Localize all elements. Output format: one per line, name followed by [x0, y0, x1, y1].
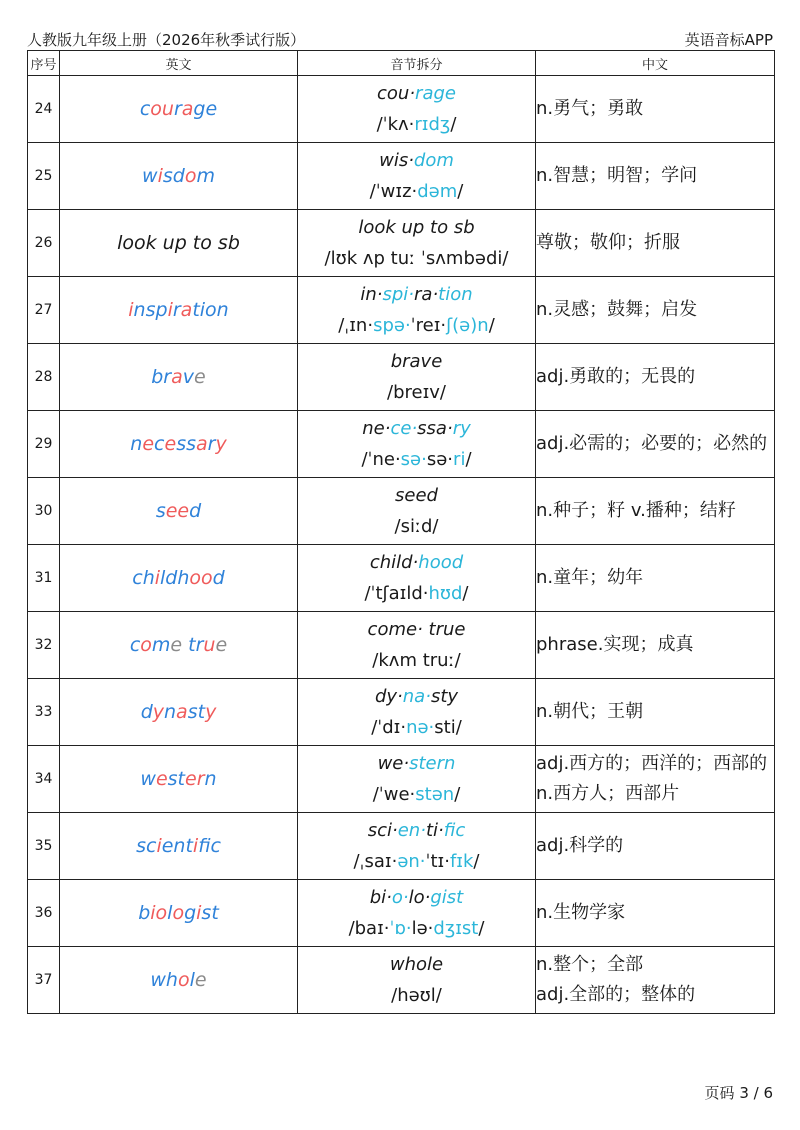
- english-word: [60, 612, 298, 679]
- word-segment: e: [155, 768, 168, 790]
- phonetic-segment: /: [450, 114, 457, 135]
- word-segment: b: [138, 902, 151, 924]
- phonetic-segment: sti/: [434, 717, 462, 738]
- syllable-segment: dom: [413, 150, 454, 171]
- word-segment: o: [172, 902, 185, 924]
- english-word: [60, 143, 298, 210]
- syllable-split: [298, 277, 536, 344]
- syllables: [298, 614, 535, 645]
- phonetic-segment: fɪk: [449, 851, 474, 872]
- syllable-segment: ssa·: [417, 418, 453, 439]
- phonetic-segment: /ˈwɪz·: [369, 181, 418, 202]
- chinese-meaning: n.智慧；明智；学问: [536, 143, 775, 210]
- row-number: 25: [28, 143, 60, 210]
- syllable-split: [298, 210, 536, 277]
- phonetic-segment: /siːd/: [394, 516, 439, 537]
- syllables: [298, 815, 535, 846]
- word-segment: look up to sb: [117, 232, 240, 254]
- chinese-meaning: n.童年；幼年: [536, 545, 775, 612]
- syllable-segment: come· true: [367, 619, 466, 640]
- phonetic-segment: /: [488, 315, 495, 336]
- syllables: [298, 949, 535, 980]
- table-row: [28, 76, 775, 143]
- word-segment: y: [205, 701, 217, 723]
- word-segment: n: [164, 701, 177, 723]
- syllables: [298, 145, 535, 176]
- phonetic-segment: /ˈwe·: [372, 784, 416, 805]
- english-word: [60, 411, 298, 478]
- phonetic-segment: dəm: [417, 181, 458, 202]
- word-segment: y: [152, 701, 164, 723]
- column-header-syllables: 音节拆分: [298, 51, 536, 76]
- vocabulary-table: [27, 50, 775, 1014]
- syllable-split: [298, 947, 536, 1014]
- word-segment: ee: [165, 500, 190, 522]
- word-segment: o: [177, 969, 190, 991]
- row-number: 37: [28, 947, 60, 1014]
- word-segment: sd: [162, 165, 185, 187]
- word-segment: tr: [182, 634, 204, 656]
- word-segment: a: [196, 433, 208, 455]
- table-row: [28, 478, 775, 545]
- word-segment: r: [173, 98, 182, 120]
- phonetic-segment: /həʊl/: [391, 985, 442, 1006]
- syllable-segment: child·: [369, 552, 419, 573]
- syllable-segment: dy·: [374, 686, 403, 707]
- word-segment: m: [151, 634, 171, 656]
- syllable-split: [298, 880, 536, 947]
- column-header-number: 序号: [28, 51, 60, 76]
- phonetic-segment: /: [457, 181, 464, 202]
- syllables: [298, 748, 535, 779]
- chinese-meaning: n.朝代；王朝: [536, 679, 775, 746]
- row-number: 24: [28, 76, 60, 143]
- table-row: [28, 679, 775, 746]
- word-segment: ent: [161, 835, 193, 857]
- word-segment: br: [151, 366, 172, 388]
- syllable-segment: sci·: [367, 820, 398, 841]
- word-segment: o: [155, 902, 168, 924]
- syllable-split: [298, 76, 536, 143]
- syllable-segment: seed: [395, 485, 438, 506]
- chinese-meaning: n.整个；全部 adj.全部的；整体的: [536, 947, 775, 1014]
- syllable-segment: stern: [409, 753, 456, 774]
- row-number: 27: [28, 277, 60, 344]
- phonetic-segment: /ˈkʌ·: [376, 114, 415, 135]
- english-word: [60, 746, 298, 813]
- chinese-meaning: n.生物学家: [536, 880, 775, 947]
- phonetic-segment: /ˈtʃaɪld·: [364, 583, 429, 604]
- phonetic-segment: ʃ(ə)n: [446, 315, 489, 336]
- table-row: [28, 947, 775, 1014]
- app-name: 英语音标APP: [684, 31, 773, 49]
- phonetic-segment: /baɪ·: [348, 918, 390, 939]
- english-word: [60, 679, 298, 746]
- word-segment: o: [184, 165, 197, 187]
- phonetic-segment: sə·: [400, 449, 427, 470]
- phonetic-segment: dʒɪst: [433, 918, 479, 939]
- phonetic-segment: ən·: [397, 851, 426, 872]
- table-row: [28, 880, 775, 947]
- syllable-segment: na·: [402, 686, 431, 707]
- phonetic-segment: rɪdʒ: [414, 114, 451, 135]
- word-segment: u: [203, 634, 216, 656]
- phonetic-transcription: [298, 243, 535, 274]
- syllable-segment: sty: [430, 686, 459, 707]
- syllables: [298, 413, 535, 444]
- syllable-segment: wis·: [379, 150, 414, 171]
- word-segment: st: [201, 902, 219, 924]
- column-header-chinese: 中文: [536, 51, 775, 76]
- table-body: [28, 76, 775, 1014]
- phonetic-segment: /ˈne·: [361, 449, 401, 470]
- word-segment: nsp: [133, 299, 168, 321]
- syllable-split: [298, 411, 536, 478]
- word-segment: c: [210, 835, 221, 857]
- syllable-segment: whole: [389, 954, 444, 975]
- word-segment: tion: [192, 299, 229, 321]
- word-segment: d: [140, 701, 153, 723]
- chinese-meaning: n.灵感；鼓舞；启发: [536, 277, 775, 344]
- word-segment: a: [176, 701, 188, 723]
- phonetic-segment: /ˌɪn·: [338, 315, 374, 336]
- word-segment: w: [140, 768, 156, 790]
- syllable-segment: look up to sb: [358, 217, 475, 238]
- syllable-segment: hood: [418, 552, 464, 573]
- phonetic-transcription: [298, 913, 535, 944]
- table-row: [28, 277, 775, 344]
- chinese-meaning: n.种子；籽 v.播种；结籽: [536, 478, 775, 545]
- syllable-segment: rage: [415, 83, 456, 104]
- syllable-split: [298, 344, 536, 411]
- phonetic-segment: /: [465, 449, 472, 470]
- word-segment: ss: [176, 433, 196, 455]
- syllable-split: [298, 545, 536, 612]
- phonetic-segment: lə·: [411, 918, 434, 939]
- phonetic-transcription: [298, 377, 535, 408]
- syllable-segment: ce·: [390, 418, 418, 439]
- word-segment: i: [196, 902, 202, 924]
- word-segment: e: [142, 433, 155, 455]
- syllable-segment: spi·: [382, 284, 415, 305]
- english-word: [60, 344, 298, 411]
- syllable-segment: cou·: [377, 83, 416, 104]
- phonetic-segment: /kʌm truː/: [372, 650, 461, 671]
- chinese-meaning: 尊敬；敬仰；折服: [536, 210, 775, 277]
- phonetic-transcription: [298, 712, 535, 743]
- word-segment: e: [194, 366, 206, 388]
- english-word: [60, 277, 298, 344]
- syllable-segment: ne·: [362, 418, 391, 439]
- syllables: [298, 346, 535, 377]
- chinese-meaning: adj.西方的；西洋的；西部的 n.西方人；西部片: [536, 746, 775, 813]
- row-number: 34: [28, 746, 60, 813]
- syllable-split: [298, 143, 536, 210]
- word-segment: a: [180, 299, 193, 321]
- chinese-meaning: n.勇气；勇敢: [536, 76, 775, 143]
- chinese-meaning: phrase.实现；成真: [536, 612, 775, 679]
- row-number: 26: [28, 210, 60, 277]
- english-word: [60, 813, 298, 880]
- table-row: [28, 411, 775, 478]
- word-segment: d: [189, 500, 202, 522]
- syllable-segment: gist: [430, 887, 464, 908]
- phonetic-segment: /: [478, 918, 485, 939]
- syllable-split: [298, 813, 536, 880]
- word-segment: ou: [150, 98, 174, 120]
- english-word: [60, 880, 298, 947]
- phonetic-segment: stən: [415, 784, 455, 805]
- syllables: [298, 681, 535, 712]
- table-row: [28, 813, 775, 880]
- word-segment: i: [157, 165, 163, 187]
- row-number: 36: [28, 880, 60, 947]
- table-row: [28, 545, 775, 612]
- word-segment: e: [164, 433, 177, 455]
- syllable-split: [298, 612, 536, 679]
- word-segment: r: [207, 433, 216, 455]
- syllable-segment: o·: [391, 887, 409, 908]
- phonetic-segment: sə·: [426, 449, 454, 470]
- chinese-meaning: adj.科学的: [536, 813, 775, 880]
- phonetic-segment: ˈtɪ·: [425, 851, 450, 872]
- word-segment: c: [139, 98, 151, 120]
- word-segment: s: [155, 500, 166, 522]
- word-segment: r: [172, 299, 181, 321]
- word-segment: st: [167, 768, 186, 790]
- syllables: [298, 882, 535, 913]
- phonetic-transcription: [298, 310, 535, 341]
- word-segment: e: [194, 969, 207, 991]
- word-segment: oo: [189, 567, 213, 589]
- word-segment: a: [181, 98, 194, 120]
- word-segment: f: [198, 835, 211, 857]
- phonetic-segment: ri: [453, 449, 466, 470]
- word-segment: i: [154, 567, 161, 589]
- word-segment: ldh: [160, 567, 190, 589]
- phonetic-transcription: [298, 578, 535, 609]
- word-segment: i: [150, 902, 156, 924]
- phonetic-segment: /lʊk ʌp tuː ˈsʌmbədi/: [324, 248, 509, 269]
- syllable-split: [298, 746, 536, 813]
- phonetic-transcription: [298, 980, 535, 1011]
- phonetic-segment: /: [473, 851, 480, 872]
- word-segment: i: [156, 835, 162, 857]
- word-segment: n: [130, 433, 143, 455]
- phonetic-segment: ˈreɪ·: [410, 315, 447, 336]
- phonetic-segment: /: [454, 784, 461, 805]
- chinese-meaning: adj.必需的；必要的；必然的: [536, 411, 775, 478]
- table-row: [28, 210, 775, 277]
- phonetic-transcription: [298, 779, 535, 810]
- word-segment: ch: [132, 567, 155, 589]
- word-segment: c: [129, 634, 141, 656]
- phonetic-transcription: [298, 511, 535, 542]
- table-row: [28, 612, 775, 679]
- table-row: [28, 344, 775, 411]
- syllable-segment: in·: [360, 284, 383, 305]
- english-word: [60, 210, 298, 277]
- page-header: [27, 29, 773, 49]
- word-segment: v: [182, 366, 195, 388]
- english-word: [60, 478, 298, 545]
- word-segment: i: [167, 299, 173, 321]
- phonetic-transcription: [298, 109, 535, 140]
- syllables: [298, 279, 535, 310]
- syllable-segment: en·: [397, 820, 426, 841]
- syllable-segment: fic: [443, 820, 466, 841]
- phonetic-segment: spə·: [373, 315, 411, 336]
- word-segment: w: [142, 165, 158, 187]
- row-number: 31: [28, 545, 60, 612]
- phonetic-transcription: [298, 444, 535, 475]
- row-number: 29: [28, 411, 60, 478]
- row-number: 33: [28, 679, 60, 746]
- syllable-segment: brave: [390, 351, 443, 372]
- row-number: 32: [28, 612, 60, 679]
- syllable-segment: bi·: [369, 887, 392, 908]
- syllable-segment: ra·: [414, 284, 439, 305]
- column-header-english: 英文: [60, 51, 298, 76]
- syllables: [298, 78, 535, 109]
- row-number: 28: [28, 344, 60, 411]
- word-segment: i: [192, 835, 199, 857]
- phonetic-transcription: [298, 645, 535, 676]
- word-segment: o: [140, 634, 152, 656]
- word-segment: c: [154, 433, 165, 455]
- english-word: [60, 947, 298, 1014]
- word-segment: a: [171, 366, 183, 388]
- word-segment: wh: [150, 969, 178, 991]
- phonetic-segment: /ˈdɪ·: [371, 717, 407, 738]
- book-title: 人教版九年级上册（2026年秋季试行版）: [27, 31, 306, 49]
- word-segment: i: [128, 299, 134, 321]
- word-segment: l: [167, 902, 173, 924]
- phonetic-segment: /ˌsaɪ·: [353, 851, 398, 872]
- syllable-split: [298, 679, 536, 746]
- syllable-segment: lo·: [408, 887, 431, 908]
- syllable-segment: we·: [377, 753, 410, 774]
- phonetic-segment: /: [462, 583, 469, 604]
- word-segment: n: [204, 768, 217, 790]
- syllable-split: [298, 478, 536, 545]
- table-row: [28, 746, 775, 813]
- row-number: 35: [28, 813, 60, 880]
- syllable-segment: ti·: [425, 820, 444, 841]
- chinese-meaning: adj.勇敢的；无畏的: [536, 344, 775, 411]
- phonetic-segment: ˈɒ·: [389, 918, 412, 939]
- syllable-segment: tion: [438, 284, 473, 305]
- phonetic-transcription: [298, 846, 535, 877]
- word-segment: sc: [136, 835, 157, 857]
- english-word: [60, 545, 298, 612]
- word-segment: e: [170, 634, 183, 656]
- word-segment: e: [215, 634, 228, 656]
- phonetic-segment: nə·: [406, 717, 435, 738]
- word-segment: m: [196, 165, 215, 187]
- word-segment: er: [185, 768, 205, 790]
- syllables: [298, 212, 535, 243]
- table-row: [28, 143, 775, 210]
- phonetic-transcription: [298, 176, 535, 207]
- syllable-segment: ry: [452, 418, 471, 439]
- table-header-row: [28, 51, 775, 76]
- word-segment: st: [187, 701, 206, 723]
- word-segment: ge: [193, 98, 218, 120]
- word-segment: y: [215, 433, 227, 455]
- phonetic-segment: /breɪv/: [387, 382, 446, 403]
- page-number: 页码 3 / 6: [704, 1084, 773, 1102]
- word-segment: l: [189, 969, 195, 991]
- syllables: [298, 480, 535, 511]
- row-number: 30: [28, 478, 60, 545]
- syllables: [298, 547, 535, 578]
- english-word: [60, 76, 298, 143]
- word-segment: d: [212, 567, 225, 589]
- phonetic-segment: hʊd: [428, 583, 463, 604]
- word-segment: g: [184, 902, 197, 924]
